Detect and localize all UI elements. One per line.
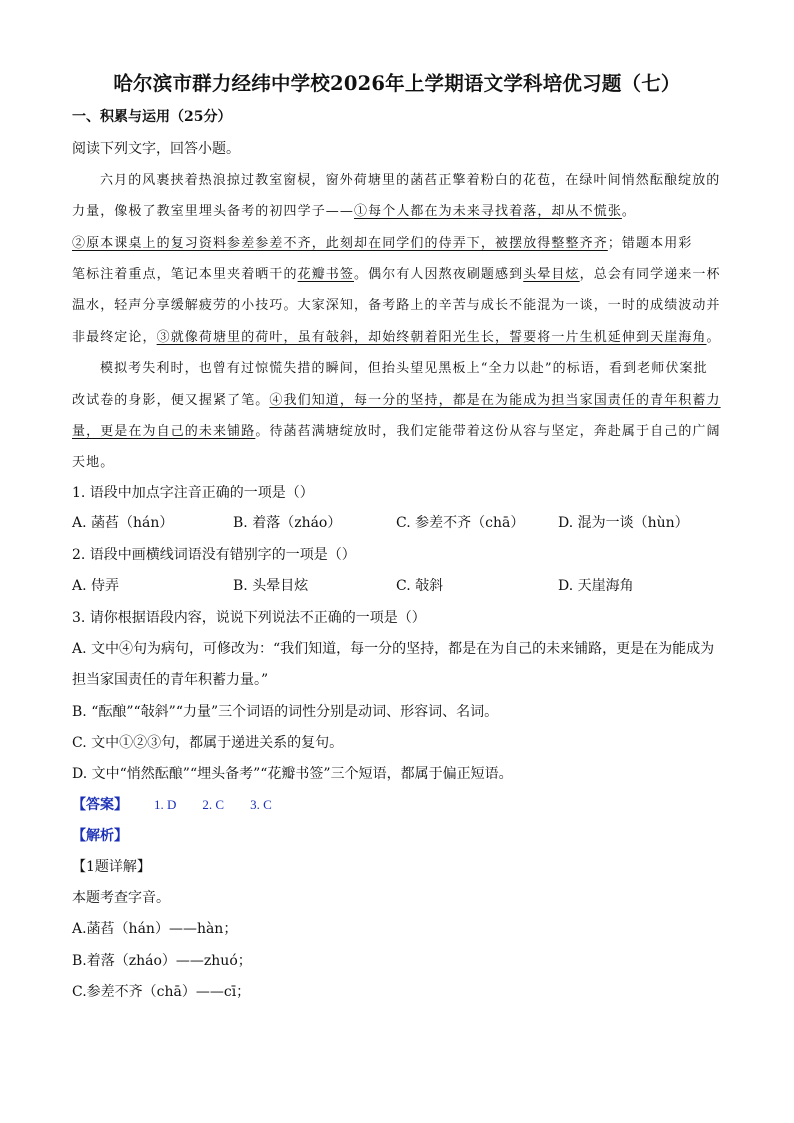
question-2-stem: 2. 语段中画横线词语没有错别字的一项是（） (72, 547, 356, 563)
detail-line: B.着落（zháo）——zhuó； (72, 953, 252, 969)
q2-option-d: D. 天崖海角 (558, 578, 634, 594)
q2-option-a: A. 侍弄 (72, 578, 120, 594)
q3-option-a: A. 文中④句为病句，可修改为：“我们知道，每一分的坚持，都是在为自己的未来铺路，更是在为能成为 (72, 641, 715, 657)
detail-line: A.菡萏（hán）——hàn； (72, 921, 238, 937)
reading-instruction: 阅读下列文字，回答小题。 (72, 141, 240, 157)
analysis-label: 【解析】 (72, 828, 128, 844)
q1-option-b: B. 着落（zháo） (233, 515, 342, 531)
passage-line: 改试卷的身影，便又握紧了笔。④我们知道，每一分的坚持，都是在为能成为担当家国责任的青年积蓄力 (72, 393, 721, 408)
passage-line: 非最终定论，③就像荷塘里的荷叶，虽有敧斜，却始终朝着阳光生长，誓要将一片生机延伸到天崖海角。 (72, 330, 721, 345)
question-3-stem: 3. 请你根据语段内容，说说下列说法不正确的一项是（） (72, 610, 426, 626)
passage-line: 模拟考失利时，也曾有过惊慌失措的瞬间，但抬头望见黑板上“全力以赴”的标语，看到老师伏案批 (100, 361, 708, 376)
question-1-stem: 1. 语段中加点字注音正确的一项是（） (72, 485, 314, 501)
underlined-word: 花瓣书签 (297, 267, 355, 282)
q2-option-b: B. 头晕目炫 (233, 578, 309, 594)
sentence-1: ①每个人都在为未来寻找着落，却从不慌张 (354, 204, 622, 219)
passage-line: 力量，像极了教室里埋头备考的初四学子——①每个人都在为未来寻找着落，却从不慌张。 (72, 204, 637, 219)
passage-line: 笔标注着重点，笔记本里夹着晒干的花瓣书签。偶尔有人因熬夜刷题感到头晕目炫，总会有同学递来一杯 (72, 267, 721, 282)
q3-option-c: C. 文中①②③句，都属于递进关系的复句。 (72, 735, 344, 751)
sentence-4-cont: 量，更是在为自己的未来铺路 (72, 424, 256, 439)
answer-label: 【答案】 (72, 797, 128, 813)
q2-option-c: C. 敧斜 (396, 578, 444, 594)
sentence-4: ④我们知道，每一分的坚持，都是在为能成为担当家国责任的青年积蓄力 (269, 393, 721, 408)
q1-option-c: C. 参差不齐（chā） (396, 515, 525, 531)
passage-line: 量，更是在为自己的未来铺路。待菡萏满塘绽放时，我们定能带着这份从容与坚定，奔赴属于自己的广阔 (72, 424, 721, 439)
detail-line: C.参差不齐（chā）——cī； (72, 984, 251, 1000)
passage-line: 温水，轻声分享缓解疲劳的小技巧。大家深知，备考路上的辛苦与成长不能混为一谈，一时的成绩波动并 (72, 298, 721, 313)
sentence-2: ②原本课桌上的复习资料参差参差不齐，此刻却在同学们的侍弄下，被摆放得整整齐齐 (72, 236, 608, 251)
answer-item: 2. C (202, 797, 225, 812)
answer-item: 3. C (250, 797, 272, 812)
underlined-word: 头晕目炫 (523, 267, 580, 282)
detail-intro: 本题考查字音。 (72, 890, 170, 906)
answer-row (72, 795, 272, 815)
q3-option-b: B. “酝酿”“敧斜”“力量”三个词语的词性分别是动词、形容词、名词。 (72, 704, 499, 720)
detail-label: 【1题详解】 (72, 859, 151, 875)
answer-item: 1. D (154, 797, 177, 812)
q1-option-d: D. 混为一谈（hùn） (558, 515, 689, 531)
q3-option-d: D. 文中“悄然酝酿”“埋头备考”“花瓣书签”三个短语，都属于偏正短语。 (72, 766, 513, 782)
passage-line: 六月的风裹挟着热浪掠过教室窗棂，窗外荷塘里的菡萏正擎着粉白的花苞，在绿叶间悄然酝酿绽放的 (100, 173, 721, 188)
q3-option-a-cont: 担当家国责任的青年积蓄力量。” (72, 672, 269, 688)
sentence-3: ③就像荷塘里的荷叶，虽有敧斜，却始终朝着阳光生长，誓要将一片生机延伸到天崖海角 (156, 330, 707, 345)
q1-option-a: A. 菡萏（hán） (72, 515, 174, 531)
passage-line: ②原本课桌上的复习资料参差参差不齐，此刻却在同学们的侍弄下，被摆放得整整齐齐；错题本用彩 (72, 236, 693, 251)
section-heading: 一、积累与运用（25分） (72, 109, 232, 125)
page-title: 哈尔滨市群力经纬中学校2026年上学期语文学科培优习题（七） (113, 72, 681, 95)
passage-line: 天地。 (72, 455, 115, 470)
